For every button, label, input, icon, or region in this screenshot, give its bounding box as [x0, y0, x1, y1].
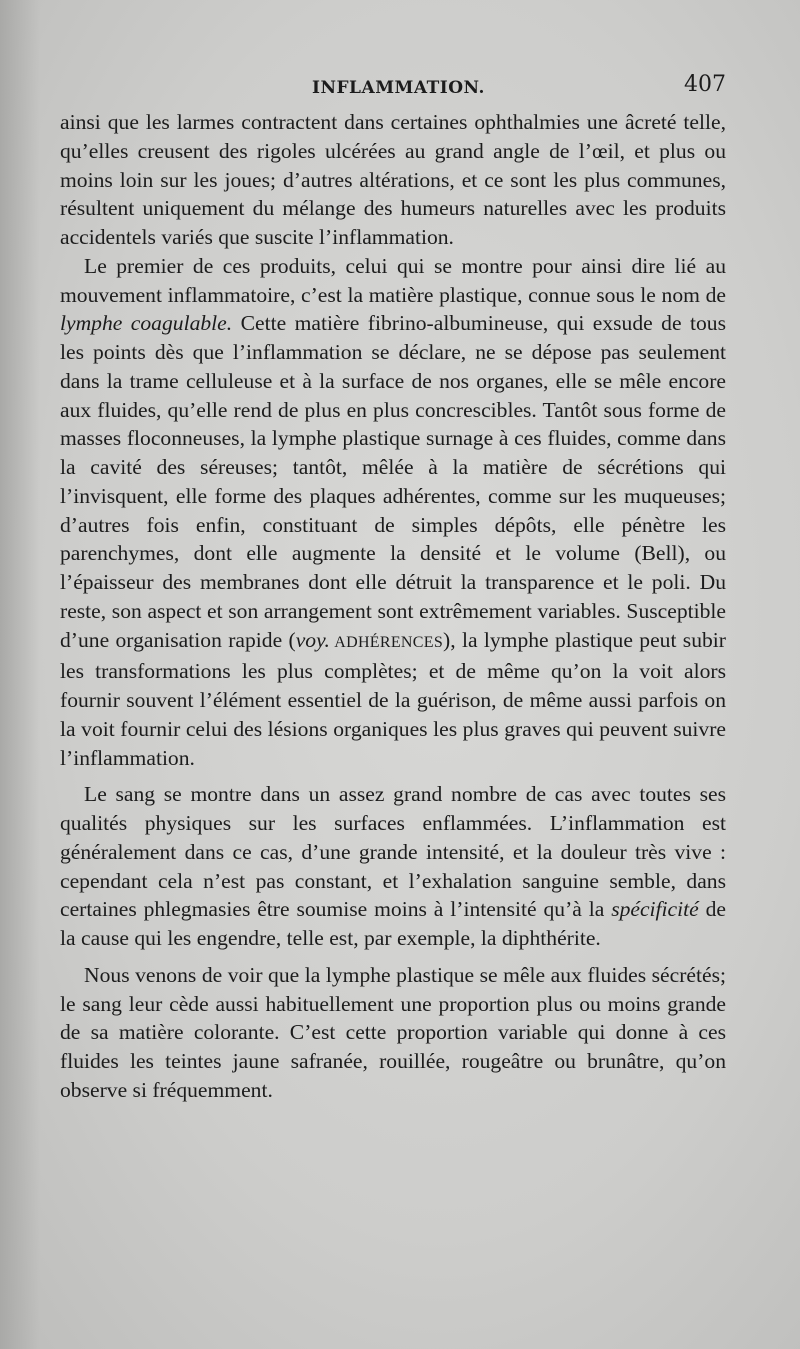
paragraph-text: Cette matière fibrino-albumineuse, qui exsude de tous les points dès que l’inflammation se déclare, ne se dépose pas seulement dans la trame celluleuse et à la surface de nos organes, elle se mêle encore aux fluides, qu’elle rend de plus en plus concrescibles. Tantôt sous forme de masses floconneuses, la lymphe plastique surnage à ces fluides, comme dans la cavité des séreuses; tantôt, mêlée à la matière de sécrétions qui l’invisquent, elle forme des plaques adhérentes, comme sur les muqueuses; d’autres fois enfin, constituant de simples dépôts, elle pénètre les parenchymes, dont elle augmente la densité et le volume (Bell), ou l’épaisseur des membranes dont elle détruit la transparence et le poli. Du reste, son aspect et son arrangement sont extrêmement variables. Susceptible d’une organisation rapide (: [60, 311, 726, 652]
paragraph-text: ), la lymphe plastique peut subir les transformations les plus complètes; et de même qu’on la voit alors fournir souvent l’élément essentiel de la guérison, de même aussi parfois on la voit fournir celui des lésions organiques les plus graves qui peuvent suivre l’inflammation.: [60, 627, 726, 770]
cross-reference: ADHÉRENCES: [329, 633, 444, 651]
page-number: 407: [684, 72, 726, 97]
italic-term: spécificité: [611, 897, 699, 922]
page-header: [60, 72, 726, 104]
paragraph-blood: [60, 780, 726, 953]
paragraph-continuation: [60, 108, 726, 252]
paragraph-text: de la cause qui les engendre, telle est, par exemple, la diphthérite.: [60, 897, 726, 950]
paragraph-text: Le premier de ces produits, celui qui se montre pour ainsi dire lié au mouvement inflammatoire, c’est la matière plastique, connue sous le nom de: [60, 253, 726, 307]
italic-term: lymphe coagulable.: [60, 311, 233, 336]
body-text: [60, 108, 726, 1105]
paragraph-plastic-lymph: [60, 252, 726, 773]
italic-reference: voy.: [295, 627, 330, 652]
paragraph-coloring: [60, 961, 726, 1105]
paragraph-text: Nous venons de voir que la lymphe plastique se mêle aux fluides sécrétés; le sang leur cède aussi habituellement une proportion plus ou moins grande de sa matière colorante. C’est cette proportion variable qui donne à ces fluides les teintes jaune safranée, rouillée, rougeâtre ou brunâtre, qu’on observe si fréquemment.: [60, 962, 726, 1102]
running-head: INFLAMMATION.: [312, 78, 485, 98]
paragraph-text: Le sang se montre dans un assez grand nombre de cas avec toutes ses qualités physiques sur les surfaces enflammées. L’inflammation est généralement dans ce cas, d’une grande intensité, et la douleur très vive : cependant cela n’est pas constant, et l’exhalation sanguine semble, dans certaines phlegmasies être soumise moins à l’intensité qu’à la: [60, 782, 726, 922]
paragraph-text: ainsi que les larmes contractent dans certaines ophthalmies une âcreté telle, qu’elles creusent des rigoles ulcérées au grand angle de l’œil, et plus ou moins loin sur les joues; d’autres altérations, et ce sont les plus communes, résultent uniquement du mélange des humeurs naturelles avec les produits accidentels variés que suscite l’inflammation.: [60, 110, 726, 249]
